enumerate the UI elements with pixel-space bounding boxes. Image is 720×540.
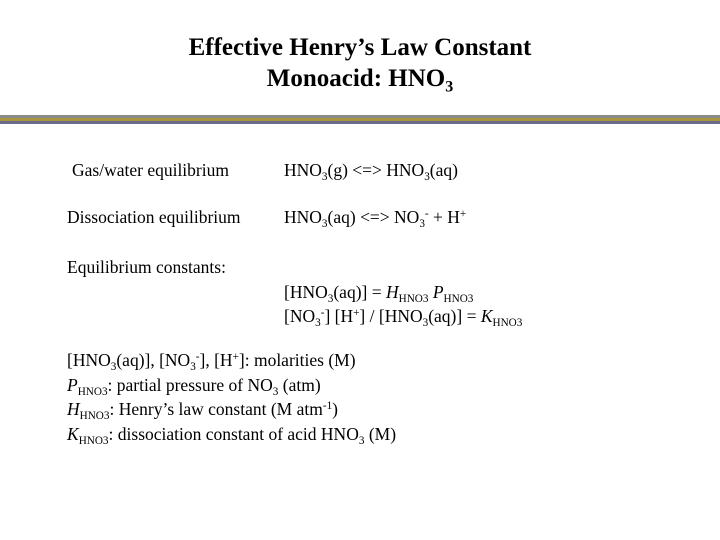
eq-sub: 3 [422,316,429,329]
eq-sub: 3 [419,217,425,230]
eq-text: (aq)], [NO [116,350,191,370]
eq-text: (aq)] = [428,306,481,326]
eq-text: ] [H [324,306,354,326]
dissociation-equilibrium-equation [284,207,466,228]
henry-constant-equation [284,282,473,303]
eq-text: + H [428,207,460,227]
title-line-2-text: Monoacid: HNO [266,65,446,92]
eq-text: : dissociation constant of acid HNO [108,423,359,444]
title-line-1: Effective Henry’s Law Constant [188,34,532,61]
eq-sub: HNO3 [78,434,109,447]
eq-sub: 3 [190,360,196,373]
eq-text: [HNO [67,350,111,370]
eq-sup: + [459,207,467,220]
eq-text: (aq) <=> NO [327,207,420,227]
eq-sub: 3 [327,292,334,305]
title-subscript: 3 [445,78,454,96]
dissociation-equilibrium-label: Dissociation equilibrium [67,207,241,227]
eq-sub: 3 [424,170,430,183]
symbol-k: K [480,306,493,326]
eq-text: [NO [284,306,316,326]
eq-text: ]: molarities (M) [238,350,356,370]
eq-sup: - [320,306,325,319]
symbol-h: H [385,282,399,302]
symbol-h: H [67,399,80,419]
glossary [67,348,396,446]
eq-text: (atm) [278,374,321,395]
eq-sup: -1 [322,399,333,412]
glossary-molarities [67,348,396,373]
header-rule-blue [0,121,720,124]
eq-text: : Henry’s law constant (M atm [109,399,323,419]
eq-sub: 3 [110,360,117,373]
slide-title [0,32,720,94]
eq-text: (aq)] = [333,282,386,302]
eq-sub: 3 [315,316,321,329]
glossary-henry-constant [67,397,396,422]
dissociation-constant-equation [284,306,522,327]
eq-text: ) [332,399,338,419]
eq-sub: HNO3 [443,292,474,305]
symbol-p: P [432,282,444,302]
eq-text: : partial pressure of NO [107,374,273,395]
equilibrium-constants-label: Equilibrium constants: [67,257,226,277]
gas-equilibrium-equation [284,160,458,181]
eq-sub: 3 [358,434,365,447]
eq-sub: HNO3 [398,292,429,305]
eq-text: ], [H [199,350,233,370]
eq-sup: + [232,350,239,363]
eq-sup: - [424,207,429,220]
eq-sup: - [195,350,200,363]
eq-text: (M) [364,423,397,444]
eq-text: (aq) [429,160,458,180]
glossary-partial-pressure [67,373,396,398]
gas-equilibrium-label: Gas/water equilibrium [72,160,229,180]
eq-sub: 3 [321,217,328,230]
title-line-2 [0,63,720,94]
eq-text: HNO [284,160,322,180]
eq-text: ] / [HNO [359,306,423,326]
symbol-p: P [67,374,78,395]
eq-text: (g) <=> HNO [327,160,425,180]
symbol-k: K [67,423,79,444]
glossary-dissociation-constant [67,422,396,447]
eq-sub: 3 [321,170,328,183]
eq-sub: HNO3 [79,409,110,422]
eq-sup: + [353,306,360,319]
eq-sub: 3 [272,385,279,398]
eq-text: HNO [284,207,322,227]
eq-sub: HNO3 [492,316,523,329]
eq-text: [HNO [284,282,328,302]
eq-sub: HNO3 [77,385,108,398]
